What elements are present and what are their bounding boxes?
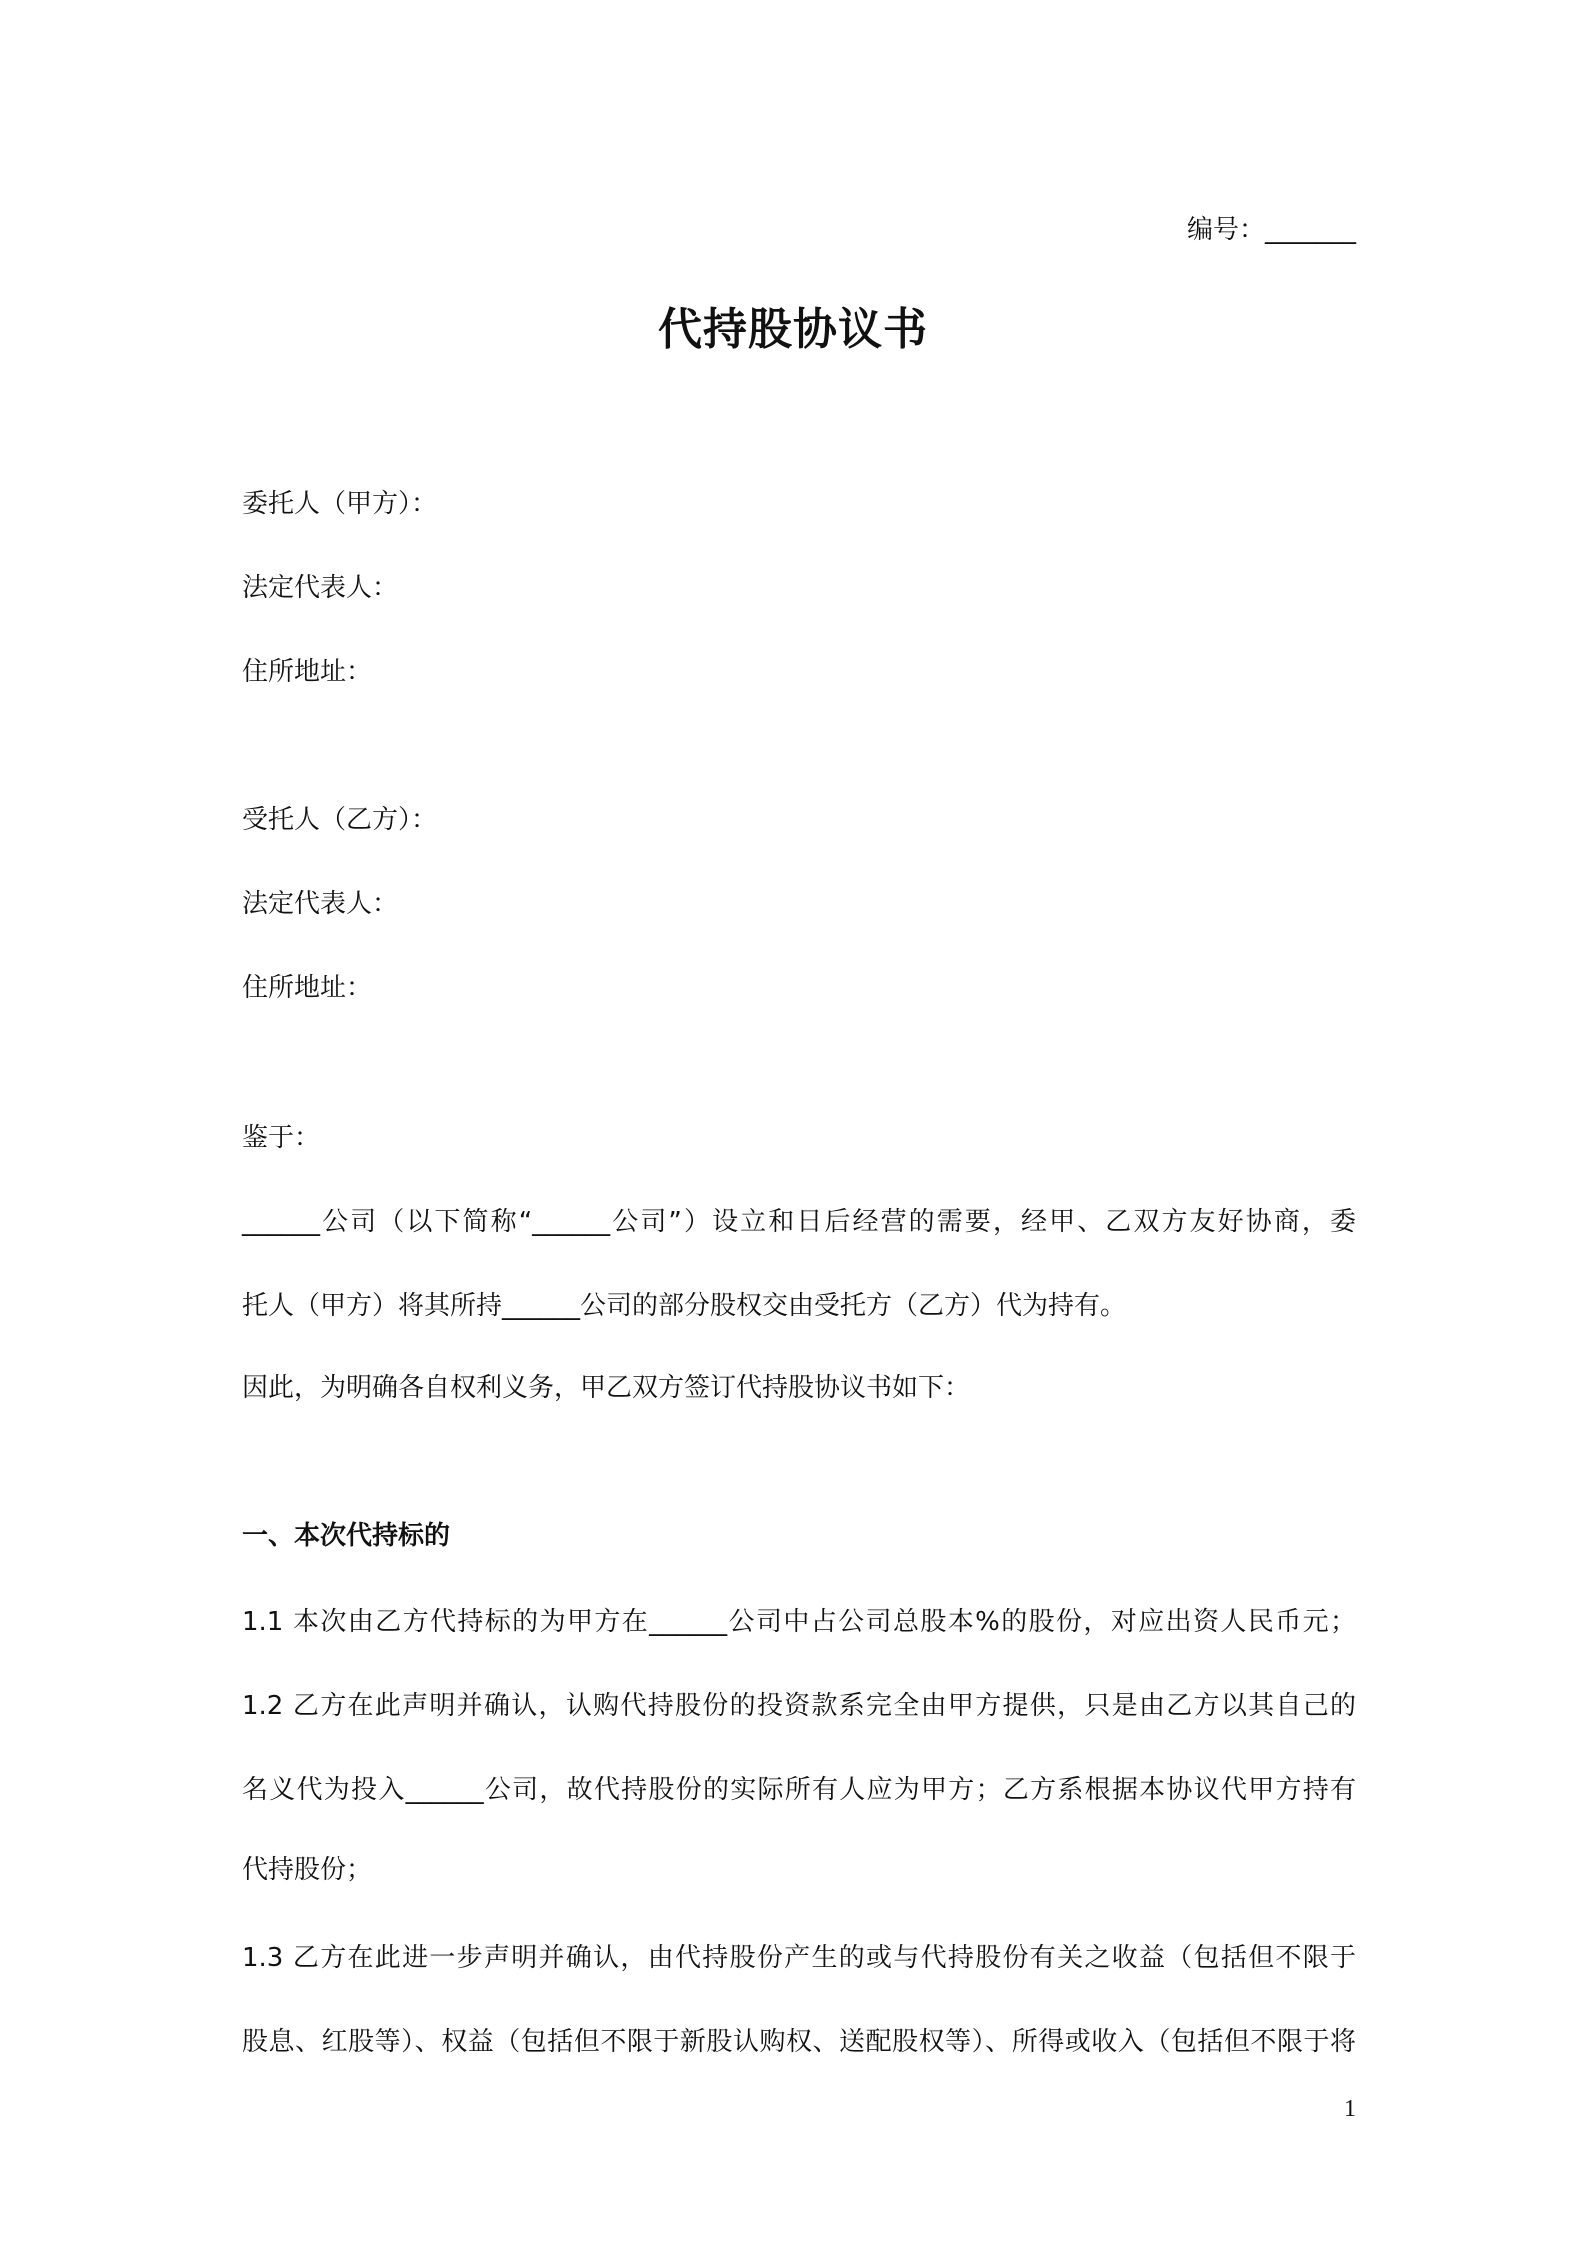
recitals-paragraph-line: ______公司（以下简称“______公司”）设立和日后经营的需要，经甲、乙双方友好协商，委: [242, 1207, 1356, 1237]
party-b-address: 住所地址：: [242, 973, 373, 1003]
party-a-representative: 法定代表人：: [242, 573, 399, 603]
clause-1-2-line: 名义代为投入______公司，故代持股份的实际所有人应为甲方；乙方系根据本协议代甲方持有: [242, 1775, 1356, 1805]
recitals-paragraph-line: 托人（甲方）将其所持______公司的部分股权交由受托方（乙方）代为持有。: [242, 1291, 1127, 1321]
clause-1-1: 1.1 本次由乙方代持标的为甲方在______公司中占公司总股本%的股份，对应出资人民币元；: [242, 1607, 1356, 1637]
document-title: 代持股协议书: [658, 304, 928, 355]
clause-1-2-line: 代持股份；: [242, 1855, 373, 1885]
clause-1-2-line: 1.2 乙方在此声明并确认，认购代持股份的投资款系完全由甲方提供，只是由乙方以其自己的: [242, 1691, 1356, 1721]
clause-1-3-line: 股息、红股等）、权益（包括但不限于新股认购权、送配股权等）、所得或收入（包括但不限于将: [242, 2027, 1356, 2057]
party-a-address: 住所地址：: [242, 657, 373, 687]
section-heading: 一、本次代持标的: [242, 1521, 451, 1551]
clause-1-3-line: 1.3 乙方在此进一步声明并确认，由代持股份产生的或与代持股份有关之收益（包括但不限于: [242, 1943, 1356, 1973]
party-b-label: 受托人（乙方）：: [242, 805, 438, 835]
document-number: 编号：_______: [1186, 215, 1356, 245]
page-number: 1: [1344, 2096, 1356, 2122]
party-b-representative: 法定代表人：: [242, 889, 399, 919]
recitals-conclusion: 因此，为明确各自权利义务，甲乙双方签订代持股协议书如下：: [242, 1373, 971, 1403]
recitals-heading: 鉴于：: [242, 1123, 321, 1153]
party-a-label: 委托人（甲方）：: [242, 489, 438, 519]
